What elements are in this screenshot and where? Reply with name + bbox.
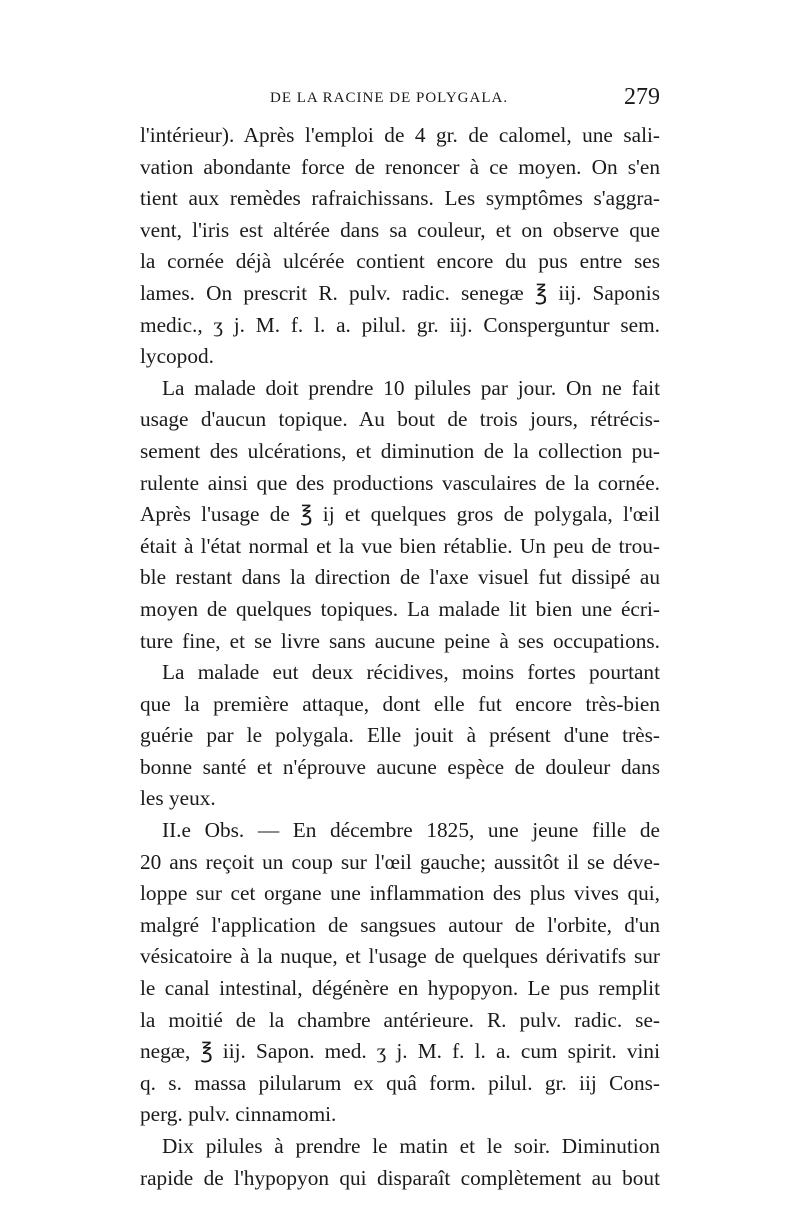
- text-line: bonne santé et n'éprouve aucune espèce de douleur dans: [140, 754, 660, 779]
- text-line: lycopod.: [140, 344, 214, 369]
- text-line: était à l'état normal et la vue bien rétablie. Un peu de trou-: [140, 533, 660, 558]
- page-number: 279: [624, 84, 660, 110]
- text-line: medic., ʒ j. M. f. l. a. pilul. gr. iij. Consperguntur sem.: [140, 312, 660, 337]
- running-title: DE LA RACINE DE POLYGALA.: [270, 90, 509, 106]
- text-line: vésicatoire à la nuque, et l'usage de quelques dérivatifs sur: [140, 944, 660, 969]
- text-line: rulente ainsi que des productions vasculaires de la cornée.: [140, 470, 660, 495]
- text-line: lames. On prescrit R. pulv. radic. senegæ ℥ iij. Saponis: [140, 280, 660, 305]
- text-line: sement des ulcérations, et diminution de la collection pu-: [140, 438, 660, 463]
- text-line: II.e Obs. — En décembre 1825, une jeune fille de: [162, 818, 660, 843]
- text-line: guérie par le polygala. Elle jouit à présent d'une très-: [140, 723, 660, 748]
- text-line: malgré l'application de sangsues autour de l'orbite, d'un: [140, 912, 660, 937]
- text-line: rapide de l'hypopyon qui disparaît complètement au bout: [140, 1165, 660, 1190]
- text-line: vent, l'iris est altérée dans sa couleur, et on observe que: [140, 217, 660, 242]
- text-line: la cornée déjà ulcérée contient encore du pus entre ses: [140, 249, 660, 274]
- text-line: ture fine, et se livre sans aucune peine à ses occupations.: [140, 628, 660, 653]
- text-line: que la première attaque, dont elle fut encore très-bien: [140, 691, 660, 716]
- text-line: vation abondante force de renoncer à ce moyen. On s'en: [140, 154, 660, 179]
- text-line: perg. pulv. cinnamomi.: [140, 1102, 337, 1127]
- text-line: ble restant dans la direction de l'axe visuel fut dissipé au: [140, 565, 660, 590]
- text-line: La malade eut deux récidives, moins fortes pourtant: [162, 660, 660, 685]
- text-line: l'intérieur). Après l'emploi de 4 gr. de calomel, une sali-: [140, 123, 660, 147]
- body-text: [140, 120, 660, 1194]
- text-line: la moitié de la chambre antérieure. R. pulv. radic. se-: [140, 1007, 660, 1032]
- text-line: usage d'aucun topique. Au bout de trois jours, rétrécis-: [140, 407, 660, 432]
- text-line: loppe sur cet organe une inflammation des plus vives qui,: [140, 881, 660, 906]
- text-line: Dix pilules à prendre le matin et le soir. Diminution: [162, 1134, 660, 1158]
- text-line: negæ, ℥ iij. Sapon. med. ʒ j. M. f. l. a. cum spirit. vini: [140, 1039, 660, 1064]
- text-line: tient aux remèdes rafraichissans. Les symptômes s'aggra-: [140, 186, 660, 211]
- page-header: [140, 84, 660, 118]
- text-line: La malade doit prendre 10 pilules par jour. On ne fait: [162, 375, 660, 400]
- text-line: les yeux.: [140, 786, 216, 811]
- text-line: moyen de quelques topiques. La malade lit bien une écri-: [140, 596, 660, 621]
- text-line: 20 ans reçoit un coup sur l'œil gauche; aussitôt il se déve-: [140, 849, 660, 874]
- text-line: q. s. massa pilularum ex quâ form. pilul. gr. iij Cons-: [140, 1070, 660, 1095]
- text-line: Après l'usage de ℥ ij et quelques gros de polygala, l'œil: [140, 502, 660, 527]
- text-line: le canal intestinal, dégénère en hypopyon. Le pus remplit: [140, 976, 660, 1001]
